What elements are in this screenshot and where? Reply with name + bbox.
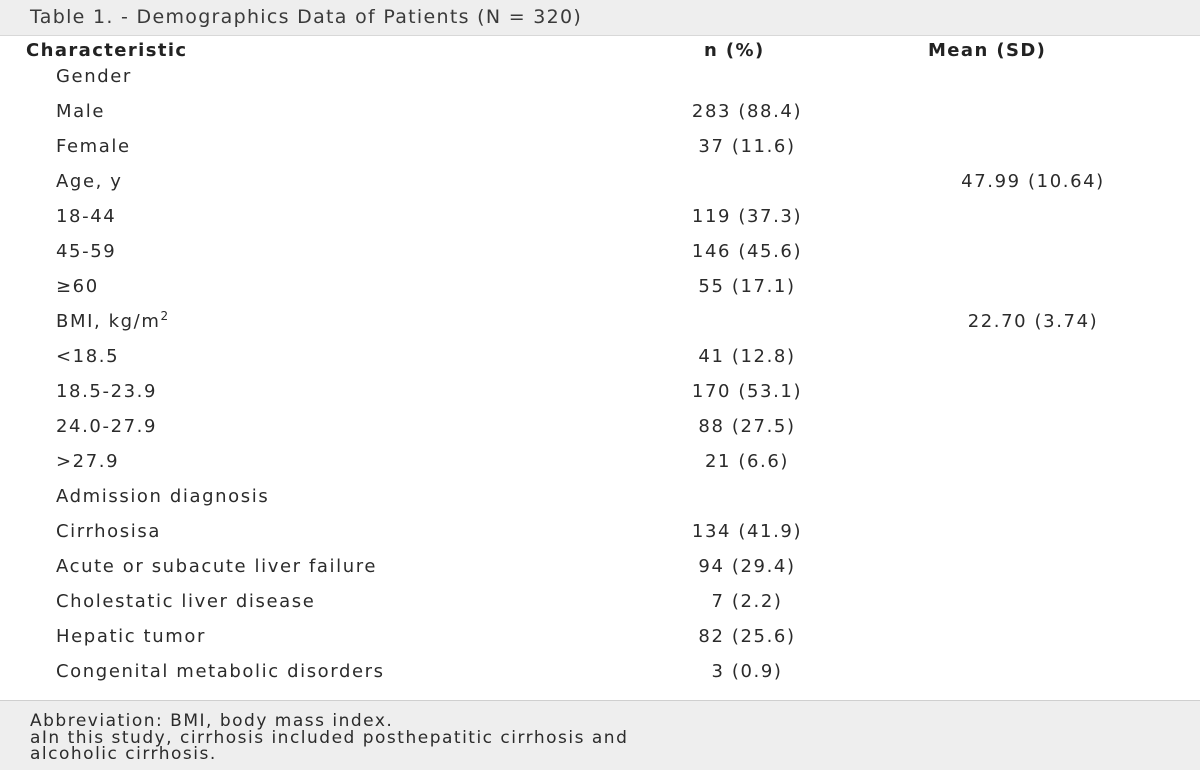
characteristic-label: ≥60 <box>56 276 99 297</box>
cell-characteristic <box>56 451 119 472</box>
table-row <box>0 270 1200 305</box>
cell-n-percent: 82 (25.6) <box>698 626 796 647</box>
footnote-cirrhosis-line-2: alcoholic cirrhosis. <box>30 744 217 764</box>
cell-n-percent: 37 (11.6) <box>698 136 796 157</box>
table-row <box>0 655 1200 690</box>
table-caption: Table 1. - Demographics Data of Patients (N = 320) <box>30 6 583 28</box>
cell-characteristic <box>56 206 116 227</box>
cell-n-percent: 55 (17.1) <box>698 276 796 297</box>
cell-mean-sd: 47.99 (10.64) <box>961 171 1105 192</box>
characteristic-label: 18-44 <box>56 206 117 227</box>
characteristic-label: Congenital metabolic disorders <box>56 661 385 682</box>
table-row <box>0 515 1200 550</box>
table-caption-bar <box>0 0 1200 36</box>
cell-n-percent: 134 (41.9) <box>691 521 803 542</box>
cell-characteristic <box>56 66 132 87</box>
cell-characteristic <box>56 276 99 297</box>
footnote-cirrhosis-line-1: aIn this study, cirrhosis included posthepatitic cirrhosis and <box>30 728 629 748</box>
cell-mean-sd: 22.70 (3.74) <box>967 311 1099 332</box>
cell-n-percent: 170 (53.1) <box>691 381 803 402</box>
cell-n-percent: 146 (45.6) <box>691 241 803 262</box>
characteristic-label: <18.5 <box>56 346 120 367</box>
cell-characteristic <box>56 311 170 332</box>
cell-characteristic <box>56 241 116 262</box>
cell-characteristic <box>56 171 123 192</box>
table-row <box>0 375 1200 410</box>
cell-characteristic <box>56 521 161 542</box>
column-header-n-percent: n (%) <box>704 40 765 61</box>
cell-characteristic <box>56 626 206 647</box>
characteristic-label: 18.5-23.9 <box>56 381 158 402</box>
cell-characteristic <box>56 101 105 122</box>
table-row <box>0 305 1200 340</box>
characteristic-label: Male <box>56 101 106 122</box>
table-row <box>0 200 1200 235</box>
column-header-characteristic: Characteristic <box>26 40 188 61</box>
cell-characteristic <box>56 556 377 577</box>
table-row <box>0 340 1200 375</box>
cell-n-percent: 41 (12.8) <box>698 346 796 367</box>
cell-n-percent: 94 (29.4) <box>698 556 796 577</box>
characteristic-label: BMI, kg/m <box>56 311 161 332</box>
cell-characteristic <box>56 591 315 612</box>
cell-characteristic <box>56 416 157 437</box>
table-row <box>0 165 1200 200</box>
characteristic-label: Gender <box>56 66 132 87</box>
cell-n-percent: 21 (6.6) <box>704 451 790 472</box>
cell-n-percent: 119 (37.3) <box>691 206 803 227</box>
characteristic-label: Cirrhosisa <box>56 521 161 542</box>
unit-superscript: 2 <box>160 309 170 323</box>
table-row <box>0 550 1200 585</box>
table-row <box>0 480 1200 515</box>
cell-characteristic <box>56 661 385 682</box>
characteristic-label: Female <box>56 136 131 157</box>
cell-n-percent: 3 (0.9) <box>711 661 783 682</box>
table-row <box>0 95 1200 130</box>
cell-characteristic <box>56 136 131 157</box>
characteristic-label: Cholestatic liver disease <box>56 591 316 612</box>
table-row <box>0 620 1200 655</box>
table-row <box>0 410 1200 445</box>
characteristic-label: >27.9 <box>56 451 120 472</box>
cell-characteristic <box>56 486 269 507</box>
table-row <box>0 445 1200 480</box>
characteristic-label: Admission diagnosis <box>56 486 270 507</box>
characteristic-label: Hepatic tumor <box>56 626 206 647</box>
characteristic-label: Acute or subacute liver failure <box>56 556 377 577</box>
column-header-mean-sd: Mean (SD) <box>928 40 1047 61</box>
cell-characteristic <box>56 346 119 367</box>
table-row <box>0 585 1200 620</box>
cell-n-percent: 7 (2.2) <box>711 591 783 612</box>
table-body <box>0 60 1200 690</box>
cell-characteristic <box>56 381 157 402</box>
table-row <box>0 60 1200 95</box>
cell-n-percent: 88 (27.5) <box>698 416 796 437</box>
characteristic-label: 45-59 <box>56 241 117 262</box>
table-row <box>0 235 1200 270</box>
characteristic-label: Age, y <box>56 171 123 192</box>
cell-n-percent: 283 (88.4) <box>691 101 803 122</box>
footnote-abbreviation: Abbreviation: BMI, body mass index. <box>30 711 394 731</box>
characteristic-label: 24.0-27.9 <box>56 416 158 437</box>
table-row <box>0 130 1200 165</box>
table-footnotes <box>0 700 1200 770</box>
